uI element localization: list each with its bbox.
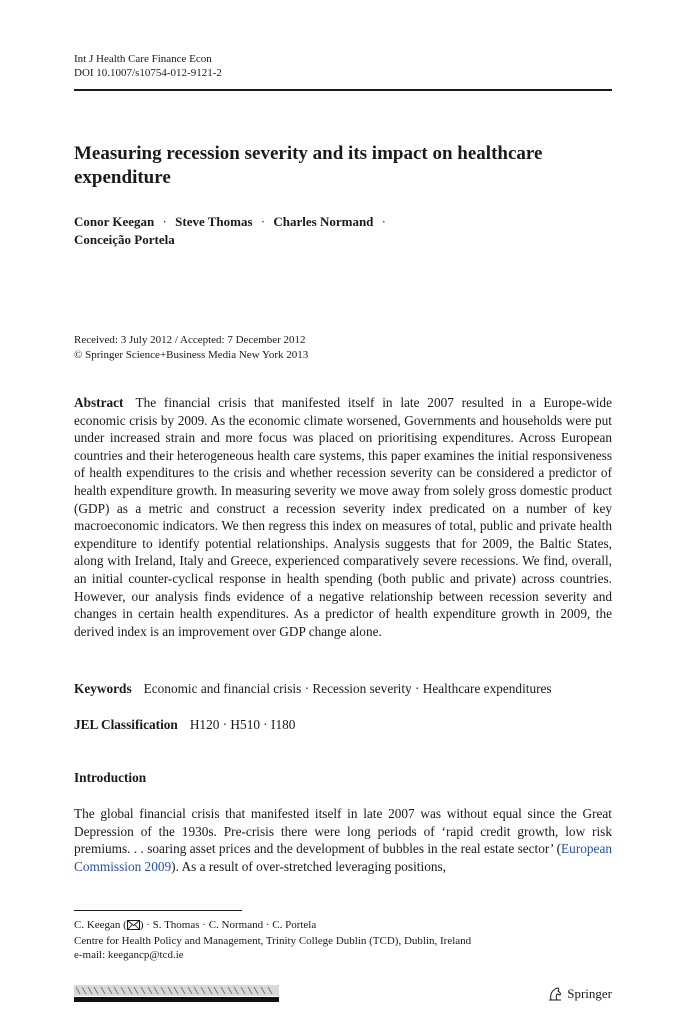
received-accepted: Received: 3 July 2012 / Accepted: 7 December 2012 [74,334,306,346]
introduction-body [74,805,612,875]
intro-text: The global financial crisis that manifested itself in late 2007 was without equal since the Great Depression of the 1930s. Pre-crisis there were long periods of ‘rapid credit growth, low risk premiums. . . soaring asset prices and the development of bubbles in the real estate sector’ ( [74,806,612,857]
doi: DOI 10.1007/s10754-012-9121-2 [74,67,222,79]
footnote-authors: C. Keegan ( ) · S. Thomas · C. Normand · C. Portela [74,918,612,934]
author-portela: Conceição Portela [74,232,175,247]
copyright: © Springer Science+Business Media New York 2013 [74,349,309,361]
intro-text-continued: ). As a result of over-stretched leveraging positions, [171,858,446,874]
abstract-label: Abstract [74,395,124,410]
author-normand: Charles Normand [273,214,374,229]
jel-classification [74,716,612,734]
journal-name: Int J Health Care Finance Econ [74,53,212,65]
publication-dates [74,333,308,363]
envelope-icon [127,920,140,934]
barcode-strip [74,985,279,1002]
paper-title: Measuring recession severity and its impact on healthcare expenditure [74,143,543,188]
footnote-affiliation: Centre for Health Policy and Management, Trinity College Dublin (TCD), Dublin, Ireland [74,935,472,947]
keywords-label: Keywords [74,681,132,696]
keywords [74,680,612,698]
abstract-text: The financial crisis that manifested itself in late 2007 resulted in a Europe-wide economic crisis by 2009. As the economic climate worsened, Governments and households were put under increased strain and more focus was placed on prioritising expenditures. Across European countries and their heterogeneous health care systems, this paper examines the initial responsiveness of health expenditures to the crisis and whether recession severity can be considered a predictor of health expenditure growth. In measuring severity we move away from solely gross domestic product (GDP) as a metric and construct a recession severity index predicated on a number of key macroeconomic indicators. We then regress this index on measures of total, public and private health expenditure to identify potential relationships. Analysis suggests that for 2009, the Baltic States, along with Ireland, Italy and Greece, experienced comparatively severe recessions. We find, overall, an initial counter-cyclical response in health spending (both public and private) across countries. However, our analysis finds evidence of a negative relationship between recession severity and changes in certain health expenditures. As a predictor of health expenditure growth in 2009, the derived index is an improvement over GDP change alone. [74,395,612,639]
author-separator: · [381,214,387,229]
publisher-logo [547,986,612,1002]
jel-text: H120 · H510 · I180 [189,717,296,732]
footnote-email: e-mail: keegancp@tcd.ie [74,949,184,961]
header-rule [74,89,612,91]
abstract [74,394,612,640]
author-thomas: Steve Thomas [175,214,253,229]
author-separator: · [162,214,167,229]
publisher-name: Springer [567,986,612,1001]
journal-header [74,52,222,80]
author-footnote [74,918,612,962]
citation-link[interactable]: European Commission 2009 [74,841,612,874]
springer-horse-icon [547,986,563,1002]
keywords-text: Economic and financial crisis · Recession severity · Healthcare expenditures [143,681,552,696]
jel-label: JEL Classification [74,717,178,732]
author-list [74,213,612,249]
author-separator: · [260,214,266,229]
author-keegan: Conor Keegan [74,214,155,229]
footnote-rule [74,910,242,911]
introduction-heading: Introduction [74,770,147,785]
